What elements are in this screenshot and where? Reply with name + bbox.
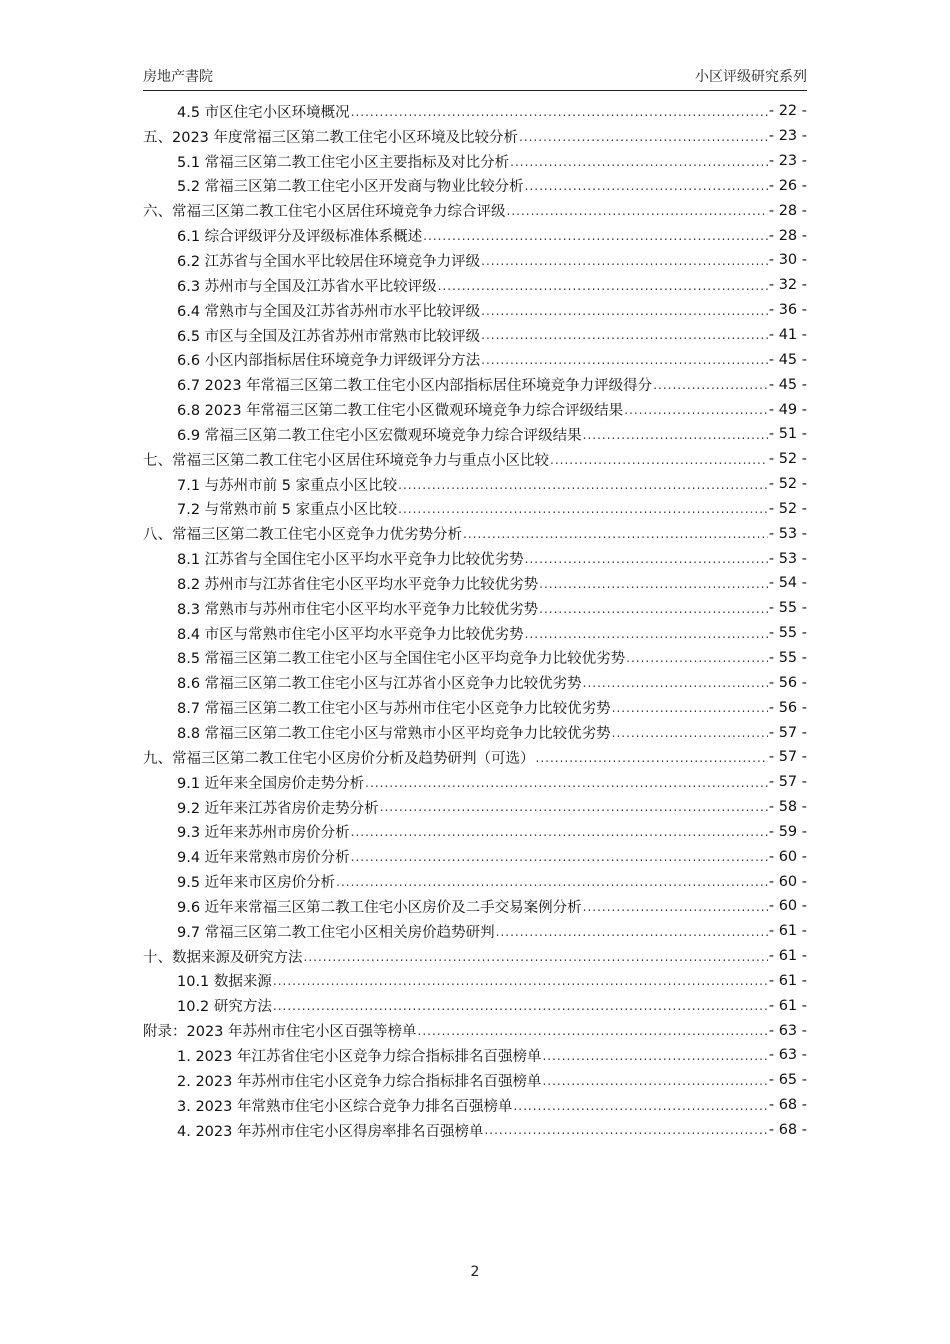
toc-entry[interactable]: [143, 720, 807, 745]
toc-entry-page: - 52 -: [768, 451, 807, 468]
toc-entry-title: 6.5 市区与全国及江苏省苏州市常熟市比较评级: [177, 328, 481, 345]
toc-entry-title: 8.6 常福三区第二教工住宅小区与江苏省小区竞争力比较优劣势: [177, 676, 582, 693]
toc-entry[interactable]: [143, 198, 807, 223]
toc-entry[interactable]: [143, 223, 807, 248]
toc-entry-title: 1. 2023 年江苏省住宅小区竞争力综合指标排名百强榜单: [177, 1048, 542, 1065]
toc-entry-title: 10.1 数据来源: [177, 974, 272, 991]
toc-entry-page: - 63 -: [768, 1022, 807, 1039]
toc-entry[interactable]: [143, 869, 807, 894]
toc-entry[interactable]: [143, 1118, 807, 1143]
toc-dot-leader: [351, 850, 768, 869]
toc-entry-page: - 60 -: [768, 873, 807, 890]
toc-entry-page: - 49 -: [768, 401, 807, 418]
toc-entry-title: 8.5 常福三区第二教工住宅小区与全国住宅小区平均竞争力比较优劣势: [177, 651, 626, 668]
toc-dot-leader: [510, 155, 768, 174]
toc-entry-page: - 59 -: [768, 823, 807, 840]
toc-entry[interactable]: [143, 969, 807, 994]
table-of-contents: [143, 99, 807, 1142]
toc-dot-leader: [273, 974, 768, 993]
toc-entry-title: 8.1 江苏省与全国住宅小区平均水平竞争力比较优劣势: [177, 552, 524, 569]
toc-entry-title: 6.7 2023 年常福三区第二教工住宅小区内部指标居住环境竞争力评级得分: [177, 378, 653, 395]
toc-entry[interactable]: [143, 770, 807, 795]
toc-entry-page: - 56 -: [768, 699, 807, 716]
toc-dot-leader: [550, 453, 768, 472]
toc-entry-page: - 55 -: [768, 600, 807, 617]
toc-entry[interactable]: [143, 596, 807, 621]
toc-dot-leader: [539, 602, 768, 621]
toc-entry-title: 6.1 综合评级评分及评级标准体系概述: [177, 229, 423, 246]
toc-entry-title: 2. 2023 年苏州市住宅小区竞争力综合指标排名百强榜单: [177, 1073, 542, 1090]
toc-entry-title: 六、常福三区第二教工住宅小区居住环境竞争力综合评级: [143, 204, 506, 221]
toc-entry-page: - 57 -: [768, 749, 807, 766]
toc-entry-page: - 45 -: [768, 376, 807, 393]
toc-entry-title: 10.2 研究方法: [177, 999, 272, 1016]
toc-entry-page: - 23 -: [768, 128, 807, 145]
toc-dot-leader: [539, 577, 768, 596]
toc-dot-leader: [612, 726, 768, 745]
toc-entry[interactable]: [143, 124, 807, 149]
toc-entry-page: - 57 -: [768, 724, 807, 741]
toc-entry[interactable]: [143, 323, 807, 348]
toc-entry-page: - 28 -: [768, 227, 807, 244]
toc-entry-title: 9.2 近年来江苏省房价走势分析: [177, 800, 379, 817]
toc-dot-leader: [583, 428, 768, 447]
toc-entry-title: 8.7 常福三区第二教工住宅小区与苏州市住宅小区竞争力比较优劣势: [177, 701, 611, 718]
toc-entry-page: - 23 -: [768, 153, 807, 170]
toc-entry-title: 9.4 近年来常熟市房价分析: [177, 850, 350, 867]
toc-dot-leader: [398, 502, 768, 521]
toc-entry-title: 6.6 小区内部指标居住环境竞争力评级评分方法: [177, 353, 481, 370]
toc-entry[interactable]: [143, 149, 807, 174]
toc-dot-leader: [438, 279, 768, 298]
toc-dot-leader: [513, 1099, 767, 1118]
toc-dot-leader: [481, 353, 768, 372]
toc-entry-page: - 52 -: [768, 500, 807, 517]
toc-dot-leader: [519, 130, 768, 149]
toc-entry-title: 9.5 近年来市区房价分析: [177, 875, 336, 892]
toc-entry-page: - 68 -: [768, 1097, 807, 1114]
toc-dot-leader: [536, 751, 768, 770]
header-publisher: 房地产書院: [143, 69, 213, 85]
toc-entry[interactable]: [143, 1043, 807, 1068]
toc-entry-page: - 61 -: [768, 997, 807, 1014]
toc-entry-page: - 60 -: [768, 898, 807, 915]
toc-entry[interactable]: [143, 447, 807, 472]
toc-entry-page: - 41 -: [768, 327, 807, 344]
toc-dot-leader: [273, 999, 768, 1018]
toc-entry-title: 6.8 2023 年常福三区第二教工住宅小区微观环境竞争力综合评级结果: [177, 403, 624, 420]
toc-entry-title: 9.7 常福三区第二教工住宅小区相关房价趋势研判: [177, 924, 495, 941]
toc-entry-page: - 30 -: [768, 252, 807, 269]
toc-entry-title: 7.1 与苏州市前 5 家重点小区比较: [177, 477, 398, 494]
toc-entry-page: - 54 -: [768, 575, 807, 592]
toc-entry-page: - 56 -: [768, 674, 807, 691]
toc-entry[interactable]: [143, 993, 807, 1018]
toc-dot-leader: [481, 254, 768, 273]
toc-entry[interactable]: [143, 819, 807, 844]
toc-dot-leader: [351, 105, 768, 124]
toc-entry[interactable]: [143, 894, 807, 919]
toc-entry-page: - 61 -: [768, 948, 807, 965]
toc-entry-page: - 55 -: [768, 625, 807, 642]
toc-entry-page: - 32 -: [768, 277, 807, 294]
toc-entry[interactable]: [143, 397, 807, 422]
toc-dot-leader: [525, 627, 768, 646]
toc-entry-title: 9.3 近年来苏州市房价分析: [177, 825, 350, 842]
toc-entry[interactable]: [143, 621, 807, 646]
toc-entry-title: 九、常福三区第二教工住宅小区房价分析及趋势研判（可选）: [143, 750, 535, 767]
toc-entry-title: 3. 2023 年常熟市住宅小区综合竞争力排名百强榜单: [177, 1098, 513, 1115]
toc-entry[interactable]: [143, 372, 807, 397]
toc-entry[interactable]: [143, 1093, 807, 1118]
toc-dot-leader: [365, 776, 768, 795]
toc-entry-page: - 53 -: [768, 525, 807, 542]
toc-entry[interactable]: [143, 347, 807, 372]
toc-entry-title: 9.6 近年来常福三区第二教工住宅小区房价及二手交易案例分析: [177, 899, 582, 916]
toc-entry-title: 6.2 江苏省与全国水平比较居住环境竞争力评级: [177, 253, 481, 270]
toc-entry[interactable]: [143, 695, 807, 720]
toc-entry-title: 十、数据来源及研究方法: [143, 949, 303, 966]
toc-entry-title: 附录：2023 年苏州市住宅小区百强等榜单: [143, 1024, 417, 1041]
toc-entry-title: 6.9 常福三区第二教工住宅小区宏微观环境竞争力综合评级结果: [177, 427, 582, 444]
toc-entry[interactable]: [143, 99, 807, 124]
toc-entry[interactable]: [143, 670, 807, 695]
toc-dot-leader: [583, 900, 768, 919]
toc-dot-leader: [542, 1049, 767, 1068]
toc-entry-title: 4.5 市区住宅小区环境概况: [177, 104, 350, 121]
toc-entry-title: 5.1 常福三区第二教工住宅小区主要指标及对比分析: [177, 154, 510, 171]
toc-entry-title: 4. 2023 年苏州市住宅小区得房率排名百强榜单: [177, 1123, 484, 1140]
toc-dot-leader: [304, 950, 768, 969]
toc-entry[interactable]: [143, 745, 807, 770]
toc-entry[interactable]: [143, 546, 807, 571]
toc-entry-page: - 63 -: [768, 1047, 807, 1064]
toc-entry-title: 8.3 常熟市与苏州市住宅小区平均水平竞争力比较优劣势: [177, 601, 539, 618]
toc-entry-page: - 68 -: [768, 1122, 807, 1139]
toc-dot-leader: [525, 179, 768, 198]
toc-entry[interactable]: [143, 273, 807, 298]
toc-entry-page: - 57 -: [768, 774, 807, 791]
toc-entry[interactable]: [143, 497, 807, 522]
toc-dot-leader: [418, 1024, 768, 1043]
toc-entry-page: - 55 -: [768, 649, 807, 666]
toc-entry-title: 五、2023 年度常福三区第二教工住宅小区环境及比较分析: [143, 129, 519, 146]
page-number: 2: [470, 1264, 480, 1280]
toc-entry-page: - 22 -: [768, 103, 807, 120]
toc-entry-title: 8.4 市区与常熟市住宅小区平均水平竞争力比较优劣势: [177, 626, 524, 643]
toc-entry-page: - 51 -: [768, 426, 807, 443]
toc-entry[interactable]: [143, 521, 807, 546]
toc-entry[interactable]: [143, 1018, 807, 1043]
toc-dot-leader: [484, 1123, 767, 1142]
toc-entry[interactable]: [143, 919, 807, 944]
toc-entry[interactable]: [143, 944, 807, 969]
toc-entry-title: 8.2 苏州市与江苏省住宅小区平均水平竞争力比较优劣势: [177, 576, 539, 593]
toc-entry-title: 9.1 近年来全国房价走势分析: [177, 775, 365, 792]
toc-dot-leader: [525, 552, 768, 571]
toc-entry[interactable]: [143, 844, 807, 869]
toc-dot-leader: [624, 403, 768, 422]
toc-dot-leader: [612, 701, 768, 720]
toc-entry-page: - 58 -: [768, 799, 807, 816]
page-header: [143, 68, 807, 91]
toc-dot-leader: [583, 676, 768, 695]
toc-entry-title: 八、常福三区第二教工住宅小区竞争力优劣势分析: [143, 527, 462, 544]
toc-dot-leader: [351, 825, 768, 844]
toc-dot-leader: [380, 800, 768, 819]
toc-dot-leader: [542, 1074, 767, 1093]
toc-entry-page: - 26 -: [768, 177, 807, 194]
toc-entry-page: - 28 -: [768, 202, 807, 219]
toc-entry-page: - 45 -: [768, 351, 807, 368]
toc-entry-page: - 61 -: [768, 923, 807, 940]
toc-entry[interactable]: [143, 1068, 807, 1093]
toc-entry-title: 6.4 常熟市与全国及江苏省苏州市水平比较评级: [177, 303, 481, 320]
toc-dot-leader: [481, 304, 768, 323]
toc-entry[interactable]: [143, 571, 807, 596]
toc-entry-title: 5.2 常福三区第二教工住宅小区开发商与物业比较分析: [177, 179, 524, 196]
toc-entry[interactable]: [143, 646, 807, 671]
toc-entry-page: - 52 -: [768, 476, 807, 493]
toc-entry[interactable]: [143, 298, 807, 323]
toc-entry-page: - 61 -: [768, 972, 807, 989]
toc-entry-title: 7.2 与常熟市前 5 家重点小区比较: [177, 502, 398, 519]
toc-entry[interactable]: [143, 174, 807, 199]
toc-entry[interactable]: [143, 472, 807, 497]
toc-entry[interactable]: [143, 422, 807, 447]
toc-entry[interactable]: [143, 795, 807, 820]
toc-entry[interactable]: [143, 248, 807, 273]
toc-dot-leader: [336, 875, 768, 894]
toc-entry-page: - 60 -: [768, 848, 807, 865]
toc-dot-leader: [653, 378, 768, 397]
toc-dot-leader: [423, 229, 768, 248]
toc-dot-leader: [496, 925, 768, 944]
toc-dot-leader: [481, 328, 768, 347]
toc-entry-page: - 36 -: [768, 302, 807, 319]
toc-entry-title: 6.3 苏州市与全国及江苏省水平比较评级: [177, 278, 437, 295]
toc-entry-title: 七、常福三区第二教工住宅小区居住环境竞争力与重点小区比较: [143, 452, 549, 469]
toc-entry-page: - 53 -: [768, 550, 807, 567]
toc-dot-leader: [507, 204, 768, 223]
toc-dot-leader: [398, 478, 768, 497]
toc-dot-leader: [463, 527, 768, 546]
toc-entry-page: - 65 -: [768, 1072, 807, 1089]
header-series-title: 小区评级研究系列: [695, 69, 807, 85]
toc-dot-leader: [626, 651, 768, 670]
toc-entry-title: 8.8 常福三区第二教工住宅小区与常熟市小区平均竞争力比较优劣势: [177, 726, 611, 743]
